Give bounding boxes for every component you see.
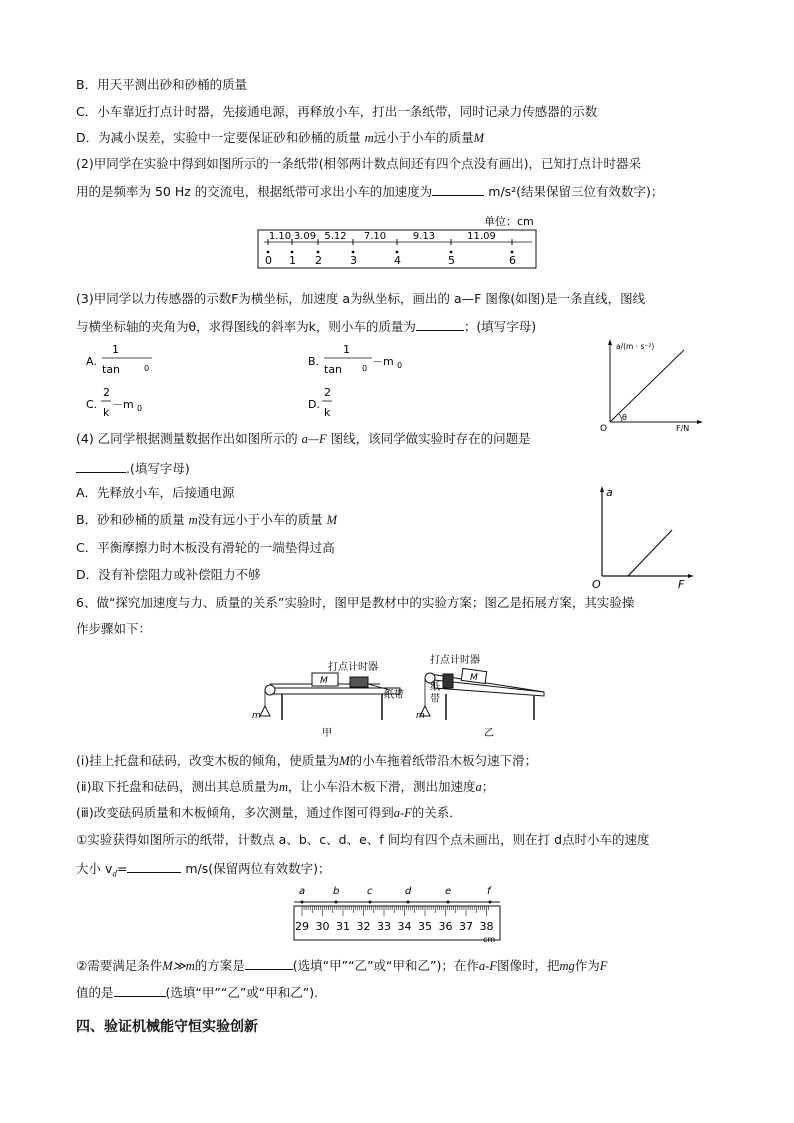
var-m: m (364, 131, 374, 145)
setup-b-weight-label: m (416, 711, 425, 721)
graph2-xlabel: F (678, 578, 685, 590)
sub2-text-g: (选填“甲”“乙”或“甲和乙”). (165, 985, 319, 1000)
graph1-ylabel: a/(m · s⁻²) (616, 342, 655, 351)
tape-unit-label: 单位：cm (484, 215, 534, 228)
ruler-dot (301, 901, 304, 904)
part4-b-M: M (326, 513, 338, 527)
option-d-text: D．为减小误差，实验中一定要保证砂和砂桶的质量 (76, 130, 361, 145)
q6-line1: 6、做“探究加速度与力、质量的关系”实验时，图甲是教材中的实验方案；图乙是拓展方案，其实验操 (76, 595, 635, 610)
ruler-letter: e (445, 886, 452, 897)
tape-dot (396, 251, 399, 254)
mass-choices (84, 340, 424, 422)
paper-tape-figure (256, 212, 540, 272)
graph2-x-arrow (688, 574, 694, 578)
setup-b-tape-label-1: 纸 (430, 682, 440, 693)
sub2-text-d: 图像时，把 (496, 958, 560, 973)
answer-blank-acceleration[interactable] (432, 181, 484, 196)
section-title: 四、验证机械能守恒实验创新 (76, 1019, 258, 1035)
step1-text-a: (ⅰ)挂上托盘和砝码，改变木板的倾角，使质量为 (76, 753, 340, 768)
tape-point-label: 4 (394, 254, 401, 267)
sub2-mg: mg (559, 959, 575, 973)
option-d-mid: 远小于小车的质量 (373, 130, 474, 145)
choice-b-tail: －m (372, 355, 394, 368)
setup-b-timer-label: 打点计时器 (430, 655, 480, 666)
graph2-ylabel: a (606, 486, 613, 499)
step3-text-a: (ⅲ)改变砝码质量和木板倾角，多次测量，通过作图可得到 (76, 805, 394, 820)
q5-part2-line1: (2)甲同学在实验中得到如图所示的一条纸带(相邻两计数点间还有四个点没有画出)，已知打点计时器采 (76, 156, 641, 171)
sub2-text-e: 作为 (574, 958, 600, 973)
sub1-text-c: m/s(保留两位有效数字)； (181, 861, 331, 876)
setup-b (416, 653, 544, 739)
sub2-cond: M≫m (162, 959, 195, 973)
step3-aF: a-F (393, 806, 412, 820)
q6-sub2-line1 (76, 955, 607, 975)
ruler-number: 34 (397, 920, 412, 933)
choice-c-num: 2 (103, 386, 110, 399)
answer-blank-problem[interactable] (76, 458, 126, 473)
answer-blank-mass[interactable] (416, 316, 464, 331)
setup-b-tape-label-2: 带 (430, 694, 440, 705)
choice-b-label: B. (308, 355, 320, 368)
choice-c-label: C. (86, 398, 98, 411)
setup-b-timer (443, 674, 453, 688)
q6-step3 (76, 804, 462, 822)
choice-a-den: tan (102, 363, 121, 376)
choice-c-den: k (103, 406, 110, 419)
setup-a (252, 660, 404, 739)
ruler-letter: c (367, 886, 373, 897)
tape-dot (317, 251, 320, 254)
sub1-text-a: 大小 v (76, 861, 113, 876)
part2-text-a: 用的是频率为 50 Hz 的交流电，根据纸带可求出小车的加速度为 (76, 184, 433, 199)
choice-b-sub: 0 (397, 361, 403, 370)
apparatus-figure (250, 650, 550, 742)
tape-dot (291, 251, 294, 254)
ruler-number: 32 (356, 920, 371, 933)
setup-b-cart-label: M (470, 673, 478, 683)
tape-point-label: 0 (265, 254, 272, 267)
tape-distance-label: 11.09 (467, 231, 496, 242)
setup-a-pulley (265, 685, 275, 695)
ruler-number: 30 (315, 920, 330, 933)
q6-step1 (76, 752, 537, 770)
part4-b-m: m (188, 513, 198, 527)
ruler-tape-figure (290, 884, 506, 944)
step2-text-b: ，让小车沿木板下滑，测出加速度 (288, 779, 476, 794)
part4-b-text: B．砂和砂桶的质量 (76, 512, 185, 527)
graph1-origin: O (600, 424, 608, 434)
setup-a-timer-label: 打点计时器 (328, 662, 378, 673)
q6-sub1-line1: ①实验获得如图所示的纸带，计数点 a、b、c、d、e、f 间均有四个点未画出，则在打 d点时小车的速度 (76, 832, 650, 847)
option-d (76, 129, 484, 147)
setup-a-bucket (260, 706, 270, 716)
sub2-F: F (599, 959, 608, 973)
choice-a-label: A. (86, 355, 97, 368)
ruler-number: 37 (459, 920, 473, 933)
graph1-x-arrow (697, 420, 703, 424)
ruler-dot (447, 901, 450, 904)
tape-point-label: 6 (509, 254, 516, 267)
ruler-unit: cm (483, 935, 496, 944)
step3-text-b: 的关系． (411, 805, 462, 820)
sub2-text-f: 值的是 (76, 985, 114, 1000)
tape-distance-label: 7.10 (363, 231, 387, 242)
choice-c-sub: 0 (137, 404, 143, 413)
step2-text-c: ； (481, 779, 495, 794)
sub2-aF: a-F (478, 959, 497, 973)
part4-option-b (76, 511, 337, 529)
graph1-y-arrow (608, 339, 612, 345)
ruler-letter: d (405, 886, 412, 897)
part4-option-d: D．没有补偿阻力或补偿阻力不够 (76, 567, 261, 582)
q6-sub2-line2 (76, 982, 318, 1002)
ruler-letter: b (333, 886, 340, 897)
sub2-text-b: 的方案是 (194, 958, 245, 973)
ruler-number: 38 (479, 920, 494, 933)
tape-distance-label: 9.13 (412, 231, 436, 242)
setup-a-weight-label: m (252, 711, 261, 721)
tape-dot (511, 251, 514, 254)
q5-part3-line2 (76, 316, 536, 336)
part4-text-a: (4) 乙同学根据测量数据作出如图所示的 (76, 431, 302, 446)
q6-sub1-line2 (76, 858, 331, 883)
ruler-number: 31 (336, 920, 350, 933)
part3-text-a: 与横坐标轴的夹角为θ，求得图线的斜率为k，则小车的质量为 (76, 319, 416, 334)
setup-a-tape-label: 纸带 (384, 690, 404, 701)
step2-a: a (475, 780, 482, 794)
answer-blank-scheme[interactable] (245, 955, 293, 970)
q5-part3-line1: (3)甲同学以力传感器的示数F为横坐标，加速度 a为纵坐标，画出的 a—F 图像(如图)是一条直线，图线 (76, 291, 646, 306)
choice-b-den2: 0 (362, 364, 368, 373)
graph-2-aF (590, 480, 700, 590)
tape-point-label: 2 (315, 254, 322, 267)
ruler-dot (489, 901, 492, 904)
option-c: C．小车靠近打点计时器，先接通电源，再释放小车，打出一条纸带，同时记录力传感器的示数 (76, 104, 598, 119)
q5-part2-line2 (76, 181, 663, 201)
setup-a-timer (350, 677, 368, 687)
part4-b-mid: 没有远小于小车的质量 (197, 512, 323, 527)
part3-text-b: ；(填写字母) (463, 319, 537, 334)
step2-text-a: (ⅱ)取下托盘和砝码，测出其总质量为 (76, 779, 279, 794)
ruler-letter: f (487, 886, 491, 897)
tape-point-label: 5 (448, 254, 455, 267)
part4-option-a: A．先释放小车，后接通电源 (76, 485, 235, 500)
option-b: B．用天平测出砂和砂桶的质量 (76, 77, 248, 92)
graph1-theta: θ (622, 413, 627, 422)
var-M: M (473, 131, 485, 145)
setup-a-board (270, 688, 400, 694)
choice-d-label: D. (308, 398, 320, 411)
setup-b-caption: 乙 (484, 728, 494, 739)
graph1-xlabel: F/N (676, 424, 690, 433)
choice-d-num: 2 (324, 386, 331, 399)
step2-m: m (278, 780, 289, 794)
ruler-dot (335, 901, 338, 904)
tape-distance-label: 3.09 (293, 231, 317, 242)
answer-blank-mg-scheme[interactable] (114, 982, 166, 997)
part4-aF: a—F (301, 432, 327, 446)
sub1-subscript: d (112, 868, 117, 879)
q5-part4-line1 (76, 430, 531, 448)
ruler-number: 35 (418, 920, 432, 933)
choice-d-den: k (324, 406, 331, 419)
choice-a-den2: 0 (144, 364, 150, 373)
part4-text-c: .(填写字母) (126, 461, 190, 476)
answer-blank-velocity[interactable] (127, 858, 181, 873)
setup-a-caption: 甲 (322, 728, 332, 739)
ruler-number: 29 (295, 920, 309, 933)
sub1-text-b: = (116, 861, 128, 876)
ruler-dot (407, 901, 410, 904)
graph2-line (628, 530, 672, 576)
tape-dot (352, 251, 355, 254)
choice-b-num: 1 (343, 343, 350, 356)
sub2-text-a: ②需要满足条件 (76, 958, 163, 973)
tape-distance-label: 1.10 (268, 231, 292, 242)
choice-c-tail: －m (112, 398, 134, 411)
setup-a-cart-label: M (320, 676, 328, 686)
choice-b-den: tan (324, 363, 343, 376)
graph2-y-arrow (600, 486, 604, 492)
ruler-number: 33 (377, 920, 391, 933)
step1-text-b: 的小车拖着纸带沿木板匀速下滑； (349, 753, 538, 768)
ruler-letter: a (299, 886, 306, 897)
graph1-line (610, 350, 684, 422)
ruler-number: 36 (438, 920, 453, 933)
graph2-origin: O (592, 578, 601, 590)
step1-M: M (339, 754, 350, 768)
q6-line2: 作步骤如下： (76, 621, 152, 636)
graph-1-aF (598, 336, 706, 436)
choice-a-num: 1 (112, 343, 119, 356)
tape-point-label: 1 (289, 254, 296, 267)
tape-point-label: 3 (350, 254, 357, 267)
sub2-text-c: (选填“甲”“乙”或“甲和乙”)；在作 (292, 958, 479, 973)
tape-dot (267, 251, 270, 254)
part4-option-c: C．平衡摩擦力时木板没有滑轮的一端垫得过高 (76, 540, 335, 555)
q6-step2 (76, 778, 494, 796)
part4-text-b: 图线，该同学做实验时存在的问题是 (326, 431, 531, 446)
tape-dot (450, 251, 453, 254)
tape-distance-label: 5.12 (324, 231, 347, 242)
ruler-dot (369, 901, 372, 904)
q5-part4-line2 (76, 458, 190, 478)
part2-text-b: m/s²(结果保留三位有效数字)； (484, 184, 664, 199)
